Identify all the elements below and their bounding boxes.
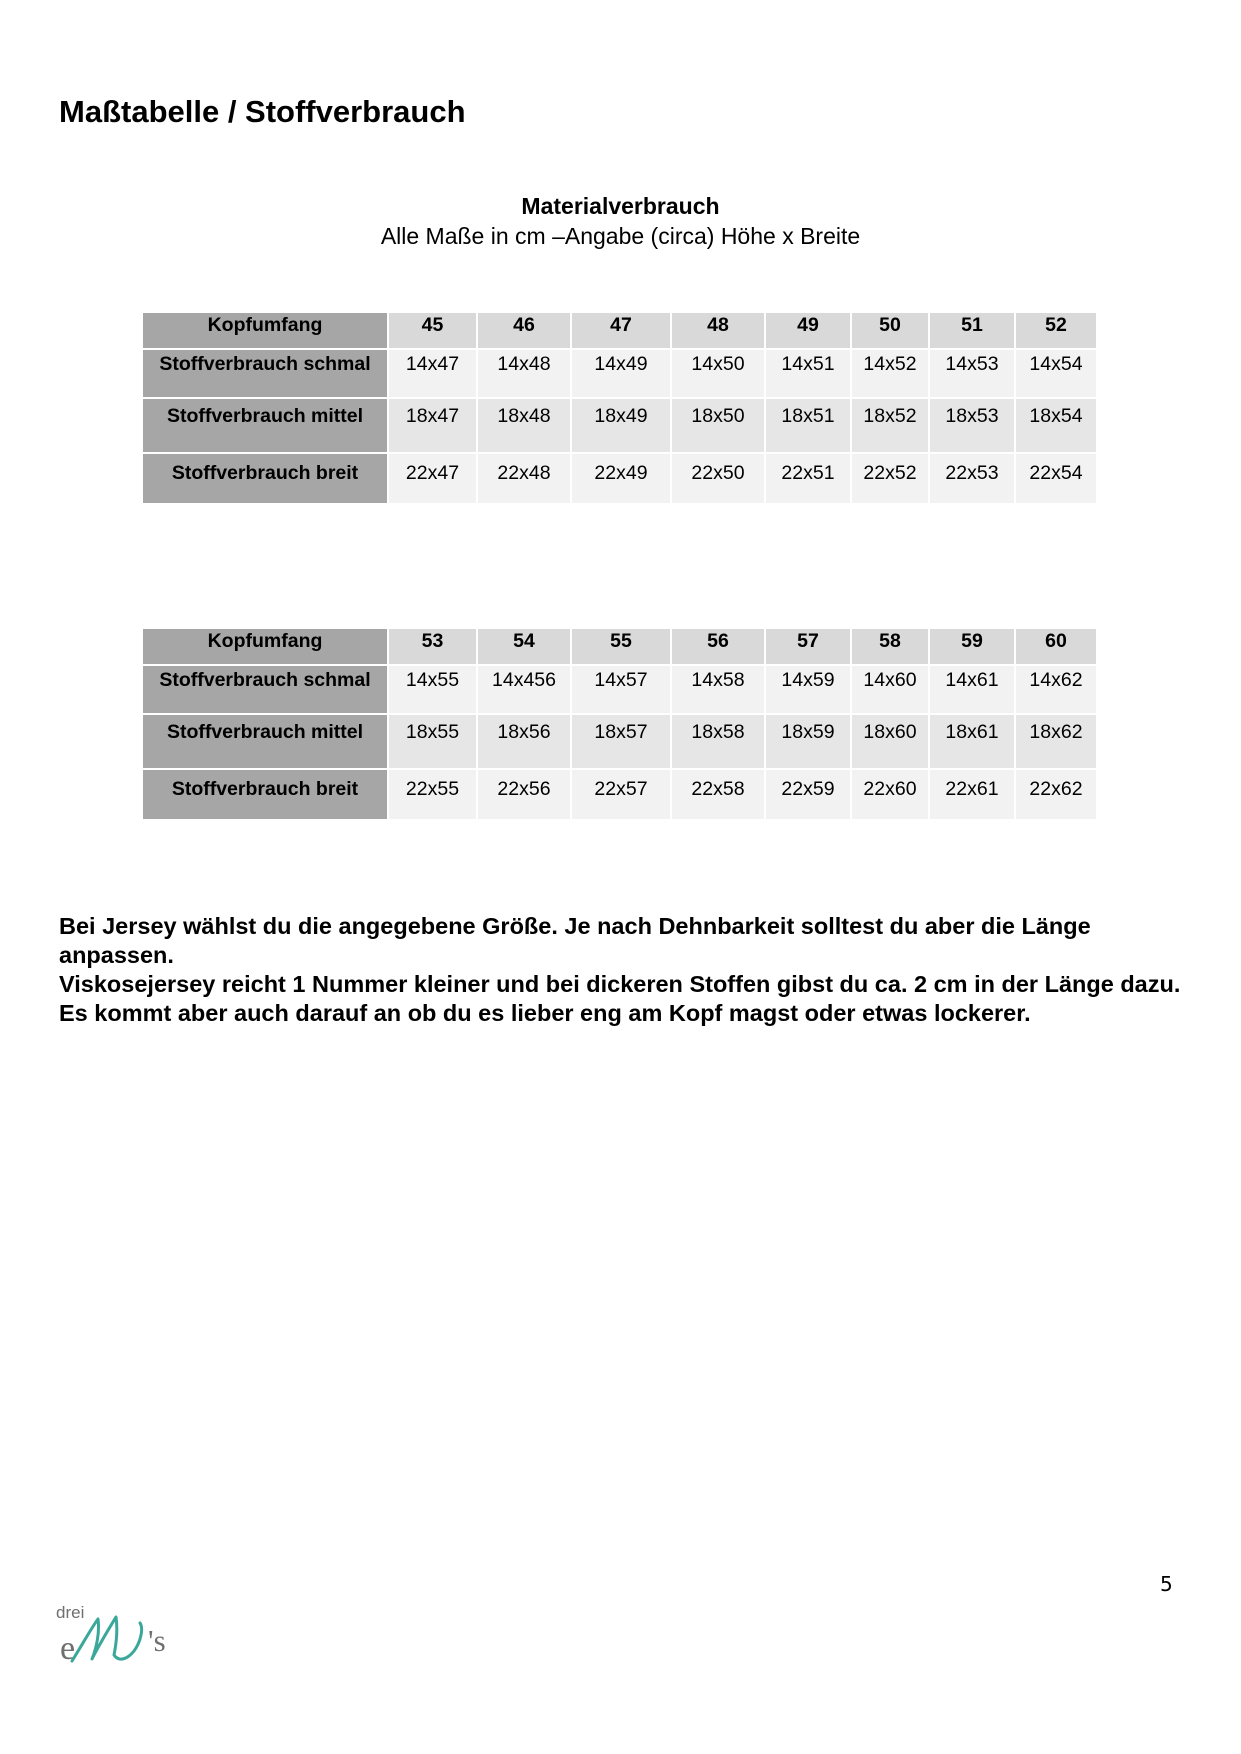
- size-cell: 51: [930, 313, 1014, 348]
- row-label: Stoffverbrauch breit: [143, 454, 387, 503]
- table-cell: 22x52: [852, 454, 928, 503]
- note-paragraph: Bei Jersey wählst du die angegebene Größe. Je nach Dehnbarkeit solltest du aber die Länge anpassen.: [59, 913, 1091, 968]
- size-cell: 45: [389, 313, 476, 348]
- size-cell: 55: [572, 629, 670, 664]
- size-table-1: [141, 311, 1098, 505]
- table-cell: 18x53: [930, 399, 1014, 452]
- table-cell: 18x48: [478, 399, 570, 452]
- table-cell: 22x53: [930, 454, 1014, 503]
- table-cell: 18x51: [766, 399, 850, 452]
- notes: [59, 912, 1189, 1028]
- table-row: [143, 399, 1096, 452]
- table-cell: 18x61: [930, 715, 1014, 768]
- size-cell: 54: [478, 629, 570, 664]
- size-cell: 48: [672, 313, 764, 348]
- table-cell: 14x61: [930, 666, 1014, 713]
- row-label: Stoffverbrauch schmal: [143, 350, 387, 397]
- size-cell: 59: [930, 629, 1014, 664]
- table-row: [143, 350, 1096, 397]
- table-cell: 18x57: [572, 715, 670, 768]
- table-cell: 18x52: [852, 399, 928, 452]
- table-row: [143, 715, 1096, 768]
- row-label: Stoffverbrauch schmal: [143, 666, 387, 713]
- table-cell: 18x47: [389, 399, 476, 452]
- table-cell: 22x48: [478, 454, 570, 503]
- table-header-row: [143, 313, 1096, 348]
- note-paragraph: Viskosejersey reicht 1 Nummer kleiner und bei dickeren Stoffen gibst du ca. 2 cm in der Länge dazu.: [59, 971, 1181, 997]
- table-cell: 18x54: [1016, 399, 1096, 452]
- table-cell: 22x55: [389, 770, 476, 819]
- table-cell: 18x50: [672, 399, 764, 452]
- table-cell: 14x58: [672, 666, 764, 713]
- section-heading: Materialverbrauch: [521, 193, 720, 219]
- table-cell: 18x49: [572, 399, 670, 452]
- table-row: [143, 666, 1096, 713]
- table-cell: 22x56: [478, 770, 570, 819]
- table-cell: 14x48: [478, 350, 570, 397]
- table-cell: 22x47: [389, 454, 476, 503]
- dreiems-logo-icon: [56, 1605, 168, 1667]
- table-cell: 14x50: [672, 350, 764, 397]
- size-cell: 58: [852, 629, 928, 664]
- logo-letter-e: e: [60, 1630, 76, 1667]
- table-cell: 18x59: [766, 715, 850, 768]
- page-number: 5: [1160, 1572, 1173, 1596]
- table-cell: 14x51: [766, 350, 850, 397]
- note-paragraph: Es kommt aber auch darauf an ob du es lieber eng am Kopf magst oder etwas lockerer.: [59, 1000, 1031, 1026]
- size-cell: 57: [766, 629, 850, 664]
- table-cell: 14x55: [389, 666, 476, 713]
- table-cell: 14x54: [1016, 350, 1096, 397]
- table-row: [143, 770, 1096, 819]
- table-cell: 22x58: [672, 770, 764, 819]
- table-cell: 22x54: [1016, 454, 1096, 503]
- logo-letter-s: 's: [148, 1623, 166, 1658]
- size-cell: 50: [852, 313, 928, 348]
- table-cell: 22x57: [572, 770, 670, 819]
- table-cell: 18x60: [852, 715, 928, 768]
- table-cell: 22x61: [930, 770, 1014, 819]
- size-cell: 60: [1016, 629, 1096, 664]
- table-header-row: [143, 629, 1096, 664]
- table-cell: 18x56: [478, 715, 570, 768]
- table-cell: 14x456: [478, 666, 570, 713]
- table-cell: 22x60: [852, 770, 928, 819]
- table-cell: 22x49: [572, 454, 670, 503]
- table-cell: 14x59: [766, 666, 850, 713]
- row-label: Stoffverbrauch mittel: [143, 399, 387, 452]
- table-row: [143, 454, 1096, 503]
- table-cell: 22x59: [766, 770, 850, 819]
- size-cell: 56: [672, 629, 764, 664]
- size-cell: 52: [1016, 313, 1096, 348]
- table-cell: 22x62: [1016, 770, 1096, 819]
- table-cell: 14x47: [389, 350, 476, 397]
- size-table-2: [141, 627, 1098, 821]
- table-cell: 18x58: [672, 715, 764, 768]
- table-cell: 14x52: [852, 350, 928, 397]
- size-cell: 49: [766, 313, 850, 348]
- size-cell: 47: [572, 313, 670, 348]
- header-label: Kopfumfang: [143, 313, 387, 348]
- table-cell: 14x49: [572, 350, 670, 397]
- table-cell: 22x51: [766, 454, 850, 503]
- table-cell: 14x60: [852, 666, 928, 713]
- row-label: Stoffverbrauch breit: [143, 770, 387, 819]
- table-cell: 18x55: [389, 715, 476, 768]
- size-cell: 46: [478, 313, 570, 348]
- header-label: Kopfumfang: [143, 629, 387, 664]
- table-cell: 22x50: [672, 454, 764, 503]
- table-cell: 14x62: [1016, 666, 1096, 713]
- table-cell: 14x53: [930, 350, 1014, 397]
- page-title: Maßtabelle / Stoffverbrauch: [59, 94, 466, 129]
- table-cell: 18x62: [1016, 715, 1096, 768]
- logo-small-text: drei: [56, 1603, 85, 1622]
- row-label: Stoffverbrauch mittel: [143, 715, 387, 768]
- table-cell: 14x57: [572, 666, 670, 713]
- size-cell: 53: [389, 629, 476, 664]
- section-subheading: Alle Maße in cm –Angabe (circa) Höhe x Breite: [380, 223, 861, 249]
